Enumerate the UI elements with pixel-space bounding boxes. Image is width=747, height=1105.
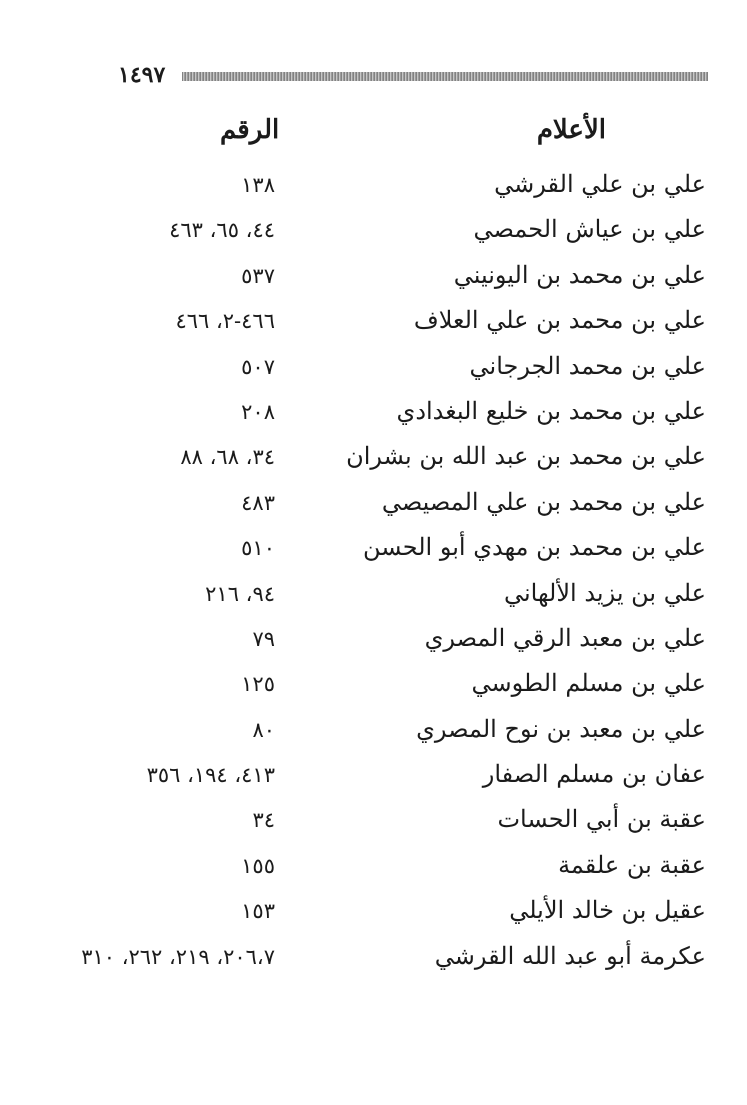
entry-name: علي بن عياش الحمصي	[473, 215, 706, 244]
index-entry	[0, 299, 747, 344]
entry-name: علي بن محمد بن مهدي أبو الحسن	[363, 533, 706, 562]
index-entry	[0, 662, 747, 707]
entry-name: عكرمة أبو عبد الله القرشي	[434, 941, 706, 970]
entry-numbers: ٩٤، ٢١٦	[205, 581, 275, 606]
index-entry	[0, 208, 747, 253]
entry-numbers: ٤٦٦-٢، ٤٦٦	[175, 309, 275, 334]
entry-name: علي بن محمد بن عبد الله بن بشران	[346, 442, 706, 471]
entry-numbers: ٥٠٧	[241, 354, 275, 379]
entry-name: علي بن محمد بن علي المصيصي	[381, 487, 706, 516]
entry-numbers: ٧٩	[252, 626, 275, 651]
entry-name: علي بن مسلم الطوسي	[471, 669, 706, 698]
entry-numbers: ١٣٨	[241, 173, 275, 197]
index-entry	[0, 753, 747, 798]
entry-numbers: ١٥٣	[241, 899, 275, 924]
entry-numbers: ٥٣٧	[241, 263, 275, 288]
entry-numbers: ٣٤	[252, 808, 275, 833]
index-entries	[0, 163, 747, 980]
entry-numbers: ٨٠	[252, 717, 275, 742]
entry-name: علي بن معبد الرقي المصري	[424, 623, 706, 652]
entry-numbers: ٥١٠	[241, 536, 275, 561]
entry-name: عفان بن مسلم الصفار	[482, 760, 706, 789]
entry-numbers: ٣٤، ٦٨، ٨٨	[180, 445, 275, 470]
index-entry	[0, 572, 747, 617]
index-entry	[0, 844, 747, 889]
entry-numbers: ١٢٥	[241, 672, 275, 697]
index-entry	[0, 435, 747, 480]
index-entry	[0, 163, 747, 208]
entry-name: عقبة بن أبي الحسات	[497, 805, 706, 834]
entry-numbers: ٢٠٦،٧، ٢١٩، ٢٦٢، ٣١٠	[81, 944, 275, 969]
index-entry	[0, 935, 747, 980]
entry-numbers: ٤٤، ٦٥، ٤٦٣	[169, 218, 275, 243]
index-entry	[0, 345, 747, 390]
entry-name: عقيل بن خالد الأيلي	[509, 896, 706, 925]
names-column-heading: الأعلام	[536, 115, 606, 145]
index-entry	[0, 708, 747, 753]
index-entry	[0, 526, 747, 571]
index-entry	[0, 889, 747, 934]
index-entry	[0, 254, 747, 299]
index-entry	[0, 390, 747, 435]
entry-name: علي بن محمد بن خليع البغدادي	[396, 396, 706, 425]
entry-numbers: ٤١٣، ١٩٤، ٣٥٦	[146, 763, 275, 788]
entry-name: علي بن محمد بن اليونيني	[453, 260, 706, 289]
page-number: ١٤٩٧	[118, 62, 166, 88]
entry-numbers: ٢٠٨	[241, 399, 275, 424]
entry-numbers: ٤٨٣	[241, 490, 275, 515]
entry-name: علي بن علي القرشي	[494, 170, 706, 198]
entry-name: علي بن يزيد الألهاني	[503, 578, 706, 607]
index-entry	[0, 617, 747, 662]
page-header	[118, 60, 708, 94]
entry-name: علي بن محمد بن علي العلاف	[413, 306, 706, 335]
entry-name: علي بن محمد الجرجاني	[469, 351, 706, 380]
index-entry	[0, 798, 747, 843]
numbers-column-heading: الرقم	[220, 115, 280, 145]
entry-name: عقبة بن علقمة	[558, 850, 706, 879]
header-rule	[182, 72, 708, 81]
entry-name: علي بن معبد بن نوح المصري	[416, 714, 706, 743]
entry-numbers: ١٥٥	[241, 853, 275, 878]
index-entry	[0, 481, 747, 526]
